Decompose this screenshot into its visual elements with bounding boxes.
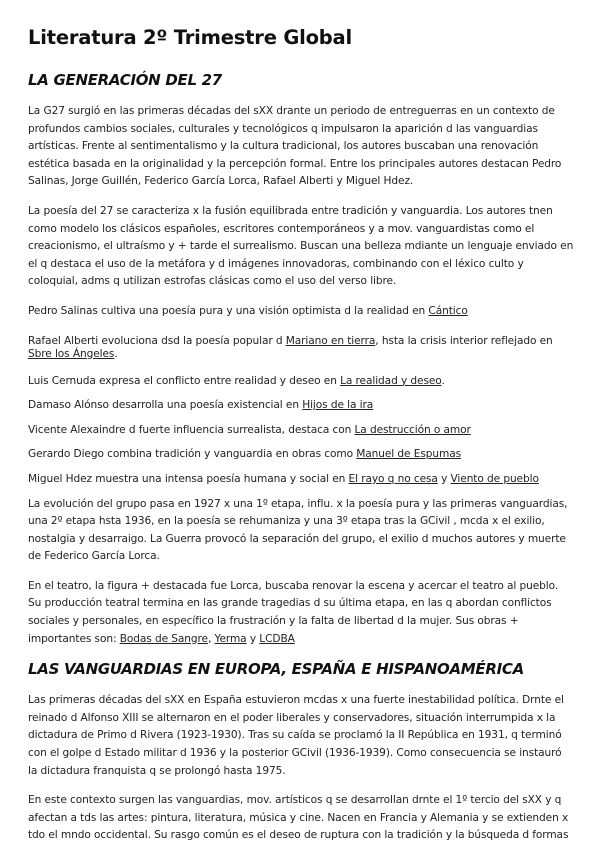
document-title: Literatura 2º Trimestre Global xyxy=(28,26,353,49)
hdez-text: Miguel Hdez muestra una intensa poesía humana y social en xyxy=(28,472,349,485)
diego-text: Gerardo Diego combina tradición y vanguardia en obras como xyxy=(28,448,357,461)
aleixandre-text: Vicente Alexaindre d fuerte influencia surrealista, destaca con xyxy=(28,423,355,436)
work-destruccion-o-amor: La destrucción o amor xyxy=(354,423,471,436)
work-cantico: Cántico xyxy=(428,304,468,317)
alonso-text: Damaso Alónso desarrolla una poesía existencial en xyxy=(28,399,303,412)
paragraph-teatro-lorca xyxy=(28,578,574,648)
paragraph-alonso xyxy=(28,397,574,415)
work-rayo-que-no-cesa: El rayo q no cesa xyxy=(348,472,438,485)
work-marinero-en-tierra: Mariano en tierra xyxy=(285,334,376,347)
salinas-text: Pedro Salinas cultiva una poesía pura y una visión optimista d la realidad en xyxy=(28,304,429,317)
teatro-text: En el teatro, la figura + destacada fue Lorca, buscaba renovar la escena y acercar el teatro al pueblo. Su producción teatral termina en las grande tragedias d su última etapa, en las q abordan conflictos sociales y personales, en específico la frustración y la falta de libertad d la mujer. Sus obras + importantes son: xyxy=(28,579,559,645)
paragraph-cernuda xyxy=(28,373,574,391)
work-viento-del-pueblo: Viento de pueblo xyxy=(450,472,539,485)
paragraph-diego xyxy=(28,446,574,464)
alberti-end: . xyxy=(114,348,118,361)
paragraph-intro-g27: La G27 surgió en las primeras décadas del sXX drante un periodo de entreguerras en un contexto de profundos cambios sociales, culturales y tecnológicos q impulsaron la aparición d las vanguardias artísticas. Frente al sentimentalismo y la cultura tradicional, los autores buscaban una renovación estética basada en la originalidad y la percepción formal. Entre los principales autores destacan Pedro Salinas, Jorge Guillén, Federico García Lorca, Rafael Alberti y Miguel Hdez. xyxy=(28,105,562,188)
work-bodas-de-sangre: Bodas de Sangre xyxy=(119,632,208,645)
paragraph-hernandez xyxy=(28,471,574,489)
paragraph-aleixandre xyxy=(28,422,574,440)
work-sobre-los-angeles: Sbre los Ángeles xyxy=(28,348,115,361)
teatro-sep2: y xyxy=(246,632,260,645)
paragraph-contexto-historico: Las primeras décadas del sXX en España estuvieron mcdas x una fuerte inestabilidad política. Drnte el reinado d Alfonso XIII se alternaron en el poder liberales y conservadores, situación interrumpida x la dictadura de Primo d Rivera (1923-1930). Tras su caída se proclamó la II República en 1931, q terminó con el golpe d Estado militar d 1936 y la posterior GCivil (1936-1939). Como consecuencia se instauró la dictadura franquista q se prolongó hasta 1975. xyxy=(28,694,564,777)
work-yerma: Yerma xyxy=(214,632,247,645)
cernuda-end: . xyxy=(441,374,445,387)
paragraph-poesia-27: La poesía del 27 se caracteriza x la fusión equilibrada entre tradición y vanguardia. Los autores tnen como modelo los clásicos españoles, escritores contemporáneos y a mov. vanguardistas como el creacionismo, el ultraísmo y + tarde el surrealismo. Buscan una belleza mdiante un lenguaje enviado en el q destaca el uso de la metáfora y d imágenes innovadoras, combinando con el léxico culto y coloquial, adms q utilizan estrofas clásicas como el uso del verso libre. xyxy=(28,204,574,288)
alberti-mid: , hsta la crisis interior reflejado en xyxy=(375,334,553,347)
paragraph-alberti xyxy=(28,335,574,362)
section-heading-generacion-27: LA GENERACIÓN DEL 27 xyxy=(28,71,222,89)
work-realidad-y-deseo: La realidad y deseo xyxy=(340,374,442,387)
work-lcdba: LCDBA xyxy=(259,632,295,645)
alberti-text: Rafael Alberti evoluciona dsd la poesía popular d xyxy=(28,334,286,347)
work-hijos-de-la-ira: Hijos de la ira xyxy=(302,399,374,412)
work-manual-de-espumas: Manuel de Espumas xyxy=(356,448,462,461)
cernuda-text: Luis Cernuda expresa el conflicto entre realidad y deseo en xyxy=(28,374,341,387)
hdez-mid: y xyxy=(437,472,451,485)
teatro-sep1: , xyxy=(207,632,215,645)
paragraph-salinas xyxy=(28,303,574,321)
paragraph-evolucion-grupo: La evolución del grupo pasa en 1927 x una 1º etapa, influ. x la poesía pura y las primeras vanguardias, una 2º etapa hsta 1936, en la poesía se rehumaniza y una 3º etapa tras la GCivil , mcda x el exilio, nostalgia y desarraigo. La Guerra provocó la separación del grupo, el exilio d muchos autores y muerte de Federico García Lorca. xyxy=(28,497,568,563)
section-heading-vanguardias: LAS VANGUARDIAS EN EUROPA, ESPAÑA E HISPANOAMÉRICA xyxy=(28,660,524,679)
paragraph-vanguardias-contexto: En este contexto surgen las vanguardias, mov. artísticos q se desarrollan drnte el 1º tercio del sXX y q afectan a tds las artes: pintura, literatura, música y cine. Nacen en Francia y Alemania y se extienden x tdo el mndo occidental. Su rasgo común es el deseo de ruptura con la tradición y la búsqueda d formas xyxy=(28,794,569,842)
